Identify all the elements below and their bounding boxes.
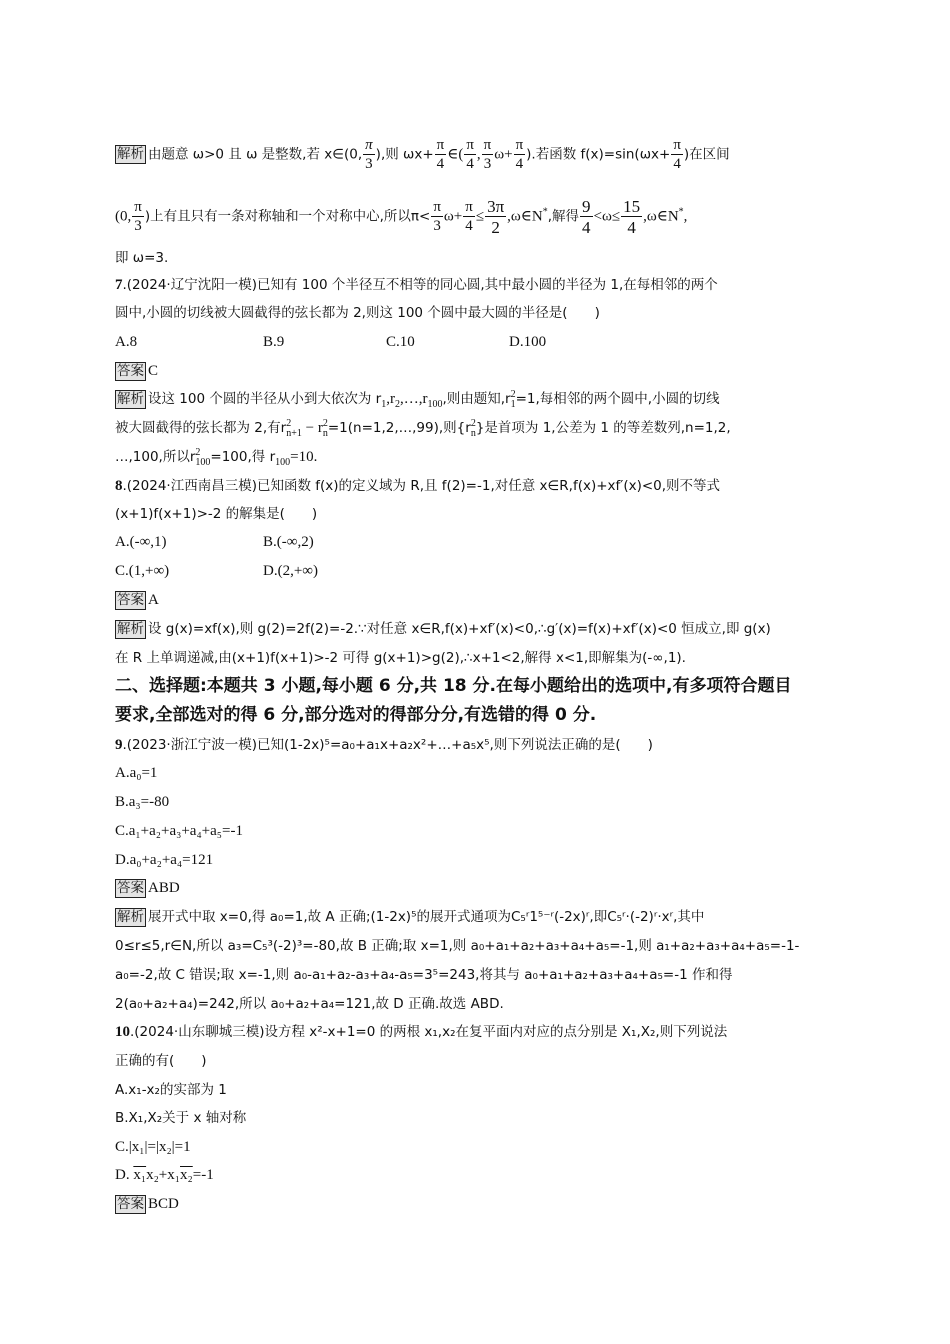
fraction: $\frac{\pi}{3}$: [365, 137, 373, 172]
q8-options-row-2: [115, 561, 318, 581]
q10-stem-line-2: 正确的有( ): [115, 1053, 207, 1069]
q7-analysis-line-1: 解析 设这 100 个圆的半径从小到大依次为 $r_1,r_2,\dots,r_{100}$,则由题知,r 2 1 =1,每相邻的两个圆中,小圆的切线: [117, 388, 720, 410]
q10-option-a: A.x₁-x₂的实部为 1: [115, 1082, 227, 1098]
fraction: $\frac{\pi}{4}$: [515, 137, 524, 172]
fraction: $\frac{\pi}{4}$: [436, 137, 445, 172]
q6-analysis-line-2: (0, $\frac{\pi}{3}$ )上有且只有一条对称轴和一个对称中心,所以π< $\frac{\pi}{3}$ ω+ $\frac{\pi}{4}$ ≤ $\frac{3\pi}{2}$ ,ω∈N*,解得 $\frac{9}{4}$ <ω≤ $\frac{15}{4}$ ,ω∈N*,: [115, 197, 688, 237]
answer-tag: 答案: [117, 592, 144, 608]
fraction: $\frac{3\pi}{2}$: [487, 197, 505, 237]
q10-option-c: C.|x₁|=|x₂|=1: [115, 1139, 191, 1155]
answer-tag: 答案: [117, 880, 144, 896]
q8-stem-line-1: 8.(2024·江西南昌三模)已知函数 f(x)的定义域为 R,且 f(2)=-1,对任意 x∈R,f(x)+xf′(x)<0,则不等式: [115, 478, 721, 494]
q9-analysis-line-2: 0≤r≤5,r∈N,所以 a₃=C₅³(-2)³=-80,故 B 正确;取 x=1,则 a₀+a₁+a₂+a₃+a₄+a₅=-1,则 a₁+a₂+a₃+a₄+a₅=-1-: [115, 938, 800, 954]
q6-analysis-line-3: 即 ω=3.: [115, 250, 169, 266]
fraction: $\frac{\pi}{3}$: [483, 137, 492, 172]
q7-analysis-line-3: …,100,所以r 2 100 =100,得 $r_{100}=10$.: [115, 446, 318, 468]
fraction: $\frac{\pi}{3}$: [433, 199, 441, 234]
q8-analysis-line-1: 解析 设 g(x)=xf(x),则 g(2)=2f(2)=-2.∵对任意 x∈R,f(x)+xf′(x)<0,∴g′(x)=f(x)+xf′(x)<0 恒成立,即 g(x): [117, 621, 771, 637]
fraction: $\frac{\pi}{4}$: [466, 137, 474, 172]
fraction: $\frac{\pi}{4}$: [673, 137, 681, 172]
q9-analysis-line-4: 2(a₀+a₂+a₄)=242,所以 a₀+a₂+a₄=121,故 D 正确.故选 ABD.: [115, 996, 504, 1012]
section-heading-line-1: 二、选择题:本题共 3 小题,每小题 6 分,共 18 分.在每小题给出的选项中,有多项符合题目: [115, 676, 792, 696]
q9-option-d: D.a₀+a₂+a₄=121: [115, 852, 214, 868]
q8-option-b: B.(-∞,2): [263, 534, 314, 550]
q7-answer: 答案 C: [117, 363, 159, 379]
q9-option-b: B.a₃=-80: [115, 794, 170, 810]
fraction: $\frac{15}{4}$: [623, 197, 641, 237]
q10-answer: 答案 BCD: [117, 1196, 179, 1212]
q7-options: [115, 332, 546, 352]
q7-stem-line-2: 圆中,小圆的切线被大圆截得的弦长都为 2,则这 100 个圆中最大圆的半径是( ): [115, 305, 600, 321]
analysis-tag: 解析: [117, 146, 144, 163]
section-heading-line-2: 要求,全部选对的得 6 分,部分选对的得部分分,有选错的得 0 分.: [115, 705, 597, 725]
q7-option-d: D.100: [509, 334, 547, 350]
q7-option-b: B.9: [263, 334, 285, 350]
q7-option-c: C.10: [386, 334, 415, 350]
q10-option-d: D. x₁x₂+x₁x₂=-1: [115, 1167, 214, 1183]
fraction: $\frac{9}{4}$: [582, 197, 591, 237]
q8-option-c: C.(1,+∞): [115, 563, 170, 579]
q10-option-b: B.X₁,X₂关于 x 轴对称: [115, 1110, 247, 1126]
q10-stem-line-1: 10.(2024·山东聊城三模)设方程 x²-x+1=0 的两根 x₁,x₂在复平面内对应的点分别是 X₁,X₂,则下列说法: [115, 1024, 728, 1040]
answer-tag: 答案: [117, 363, 144, 379]
q8-option-d: D.(2,+∞): [263, 563, 318, 579]
analysis-tag: 解析: [117, 909, 144, 925]
q9-answer: 答案 ABD: [117, 880, 180, 896]
q6-analysis-line-1: 解析 由题意 ω>0 且 ω 是整数,若 x∈(0, $\frac{\pi}{3}$ ),则 ωx+ $\frac{\pi}{4}$ ∈( $\frac{\pi}{4}$ , $\frac{\pi}{3}$ ω+ $\frac{\pi}{4}$ ).若函数 f(x)=sin(ωx+ $\frac{\pi}{4}$ )在区间: [117, 137, 730, 172]
q8-option-a: A.(-∞,1): [115, 534, 167, 550]
answer-tag: 答案: [117, 1196, 144, 1212]
q7-stem-line-1: 7.(2024·辽宁沈阳一模)已知有 100 个半径互不相等的同心圆,其中最小圆的半径为 1,在每相邻的两个: [115, 277, 718, 293]
analysis-tag: 解析: [117, 391, 144, 407]
q7-analysis-line-2: 被大圆截得的弦长都为 2,有r 2 n+1 − r 2 n =1(n=1,2,…,99),则{r 2 n }是首项为 1,公差为 1 的等差数列,n=1,2,: [115, 417, 731, 439]
q9-analysis-line-3: a₀=-2,故 C 错误;取 x=-1,则 a₀-a₁+a₂-a₃+a₄-a₅=3⁵=243,将其与 a₀+a₁+a₂+a₃+a₄+a₅=-1 作和得: [115, 967, 733, 983]
q8-answer: 答案 A: [117, 592, 159, 608]
q9-option-c: C.a₁+a₂+a₃+a₄+a₅=-1: [115, 823, 243, 839]
q8-analysis-line-2: 在 R 上单调递减,由(x+1)f(x+1)>-2 可得 g(x+1)>g(2),∴x+1<2,解得 x<1,即解集为(-∞,1).: [115, 650, 686, 666]
fraction: $\frac{\pi}{3}$: [134, 199, 142, 234]
q7-option-a: A.8: [115, 334, 138, 350]
fraction: $\frac{\pi}{4}$: [465, 199, 473, 234]
q8-options-row-1: [115, 532, 314, 552]
q9-option-a: A.a₀=1: [115, 765, 158, 781]
q9-stem: 9.(2023·浙江宁波一模)已知(1-2x)⁵=a₀+a₁x+a₂x²+…+a₅x⁵,则下列说法正确的是( ): [115, 737, 653, 753]
q8-stem-line-2: (x+1)f(x+1)>-2 的解集是( ): [115, 506, 318, 522]
q9-analysis-line-1: 解析 展开式中取 x=0,得 a₀=1,故 A 正确;(1-2x)⁵的展开式通项为C₅ʳ1⁵⁻ʳ(-2x)ʳ,即C₅ʳ·(-2)ʳ·xʳ,其中: [117, 909, 705, 925]
analysis-tag: 解析: [117, 621, 144, 637]
